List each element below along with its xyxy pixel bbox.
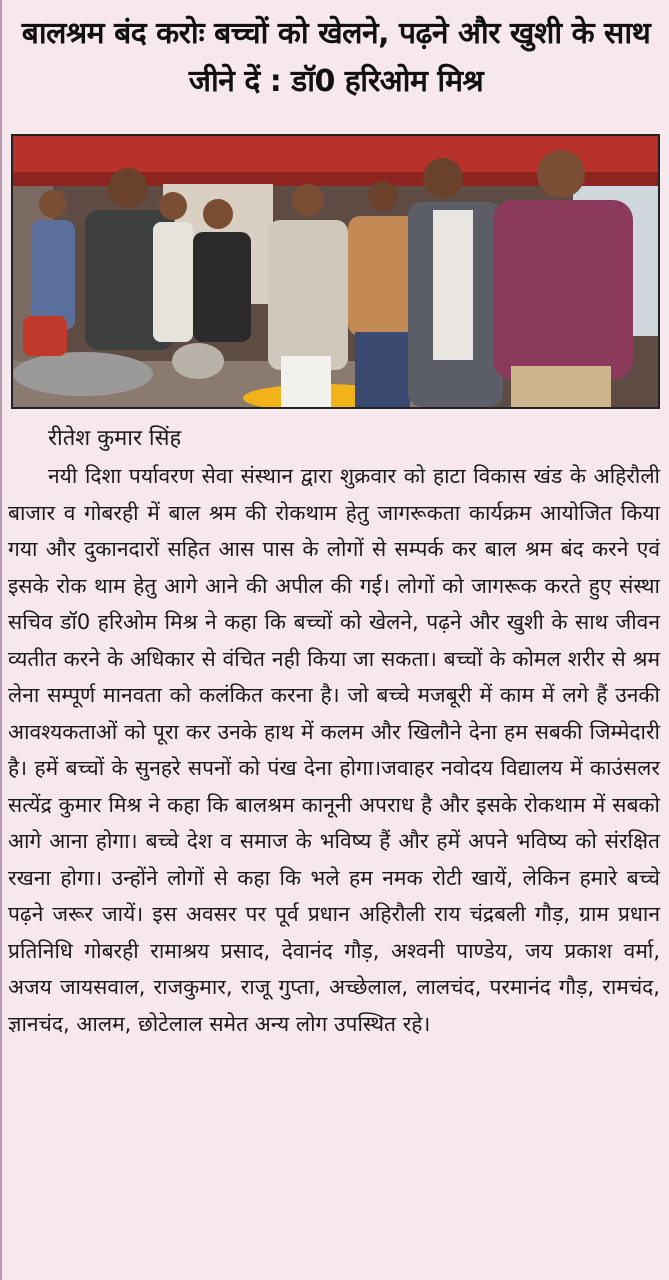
article-body: नयी दिशा पर्यावरण सेवा संस्थान द्वारा शुक्रवार को हाटा विकास खंड के अहिरौली बाजार व गोबरही में बाल श्रम की रोकथाम हेतु जागरूकता कार्यक्रम आयोजित किया गया और दुकानदारों सहित आस पास के लोगों से सम्पर्क कर बाल श्रम बंद करने एवं इसके रोक थाम हेतु आगे आने की अपील की गई। लोगों को जागरूक करते हुए संस्था सचिव डॉ0 हरिओम मिश्र ने कहा कि बच्चों को खेलने, पढ़ने और खुशी के साथ जीवन व्यतीत करने के अधिकार से वंचित नही किया जा सकता। बच्चों के कोमल शरीर से श्रम लेना सम्पूर्ण मानवता को कलंकित करना है। जो बच्चे मजबूरी में काम में लगे हैं उनकी आवश्यकताओं को पूरा कर उनके हाथ में कलम और खिलौने देना हम सबकी जिम्मेदारी है। हमें बच्चों के सुनहरे सपनों को पंख देना होगा।जवाहर नवोदय विद्यालय में काउंसलर सत्येंद्र कुमार मिश्र ने कहा कि बालश्रम कानूनी अपराध है और इसके रोकथाम में सबको आगे आना होगा। बच्चे देश व समाज के भविष्य हैं और हमें अपने भविष्य को संरक्षित रखना होगा। उन्होंने लोगों से कहा कि भले हम नमक रोटी खायें, लेकिन हमारे बच्चे पढ़ने जरूर जायें। इस अवसर पर पूर्व प्रधान अहिरौली राय चंद्रबली गौड़, ग्राम प्रधान प्रतिनिधि गोबरही रामाश्रय प्रसाद, देवानंद गौड़, अश्वनी पाण्डेय, जय प्रकाश वर्मा, अजय जायसवाल, राजकुमार, राजू गुप्ता, अच्छेलाल, लालचंद, परमानंद गौड़, रामचंद, ज्ञानचंद, आलम, छोटेलाल समेत अन्य लोग उपस्थित रहे।	[8, 464, 660, 1036]
photo-illustration	[13, 136, 658, 407]
article-photo	[11, 134, 660, 409]
article-headline: बालश्रम बंद करोः बच्चों को खेलने, पढ़ने और खुशी के साथ जीने दें : डॉ0 हरिओम मिश्र	[21, 16, 651, 99]
article-byline: रीतेश कुमार सिंह	[48, 426, 182, 451]
